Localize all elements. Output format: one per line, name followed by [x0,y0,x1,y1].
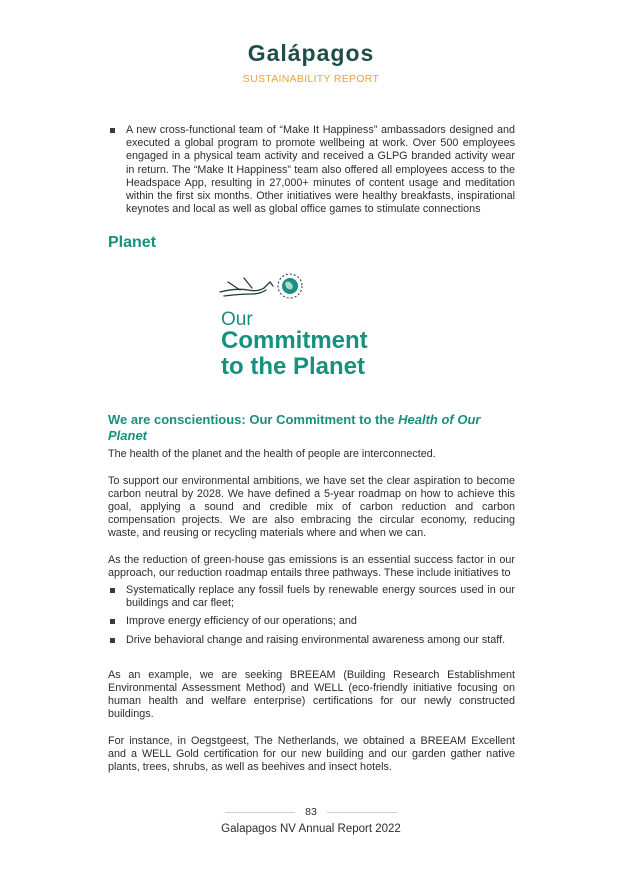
bullet-icon [110,638,115,643]
pathway-list [108,584,515,647]
intro-list [108,124,515,216]
paragraph-4: As an example, we are seeking BREEAM (Building Research Establishment Environmental Assessment Method) and WELL (eco-friendly initiative focusing on human health and welfare enterprise) certifications for our newly constructed buildings. [108,668,515,721]
report-title: Galapagos NV Annual Report 2022 [221,823,401,835]
page-header [0,40,622,85]
bird-globe-icon [218,272,308,306]
bullet-icon [110,588,115,593]
page-number: 83 [305,806,317,818]
page-content [108,124,515,774]
report-subtitle: SUSTAINABILITY REPORT [242,73,380,85]
footer-rule [327,812,397,813]
paragraph-1: The health of the planet and the health of people are interconnected. [108,448,436,461]
list-item: Improve energy efficiency of our operations; and [108,615,515,628]
bullet-icon [110,619,115,624]
galapagos-logo: Galápagos [247,40,375,66]
list-item: A new cross-functional team of “Make It Happiness” ambassadors designed and executed a global program to promote wellbeing at work. Over 500 employees engaged in a physical team activity and received a GLPG branded activity wear in return. The “Make It Happiness” team also offered all employees access to the Headspace App, resulting in 27,000+ minutes of content usage and meditation within the first six months. Other initiatives were healthy breakfasts, inspirational keynotes and local as well as global office games to stimulate connections [108,124,515,216]
paragraph-5: For instance, in Oegstgeest, The Netherlands, we obtained a BREEAM Excellent and a WELL Gold certification for our new building and our garden gather native plants, trees, shrubs, as well as beehives and insect hotels. [108,734,515,774]
page-footer [0,806,622,835]
paragraph-2: To support our environmental ambitions, we have set the clear aspiration to become carbon neutral by 2028. We have defined a 5-year roadmap on how to achieve this goal, applying a sound and credible mix of carbon reduction and carbon compensation projects. We are also embracing the circular economy, reducing waste, and reusing or recycling materials where and when we can. [108,474,515,540]
list-item: Drive behavioral change and raising environmental awareness among our staff. [108,634,515,647]
commitment-line-2: to the Planet [221,353,366,381]
planet-heading: Planet [108,234,157,252]
commitment-graphic [108,272,515,392]
list-item: Systematically replace any fossil fuels by renewable energy sources used in our buildings and car fleet; [108,584,515,610]
section-heading: We are conscientious: Our Commitment to the Health of Our Planet [108,412,481,444]
section-heading-italic: Health of Our Planet [108,412,481,444]
paragraph-3: As the reduction of green-house gas emissions is an essential success factor in our approach, our reduction roadmap entails three pathways. These include initiatives to [108,553,515,579]
footer-rule [225,812,295,813]
commitment-line-1: Commitment [221,327,368,355]
commitment-our: Our [221,309,253,331]
bullet-icon [110,128,115,133]
commitment-title [221,328,368,380]
